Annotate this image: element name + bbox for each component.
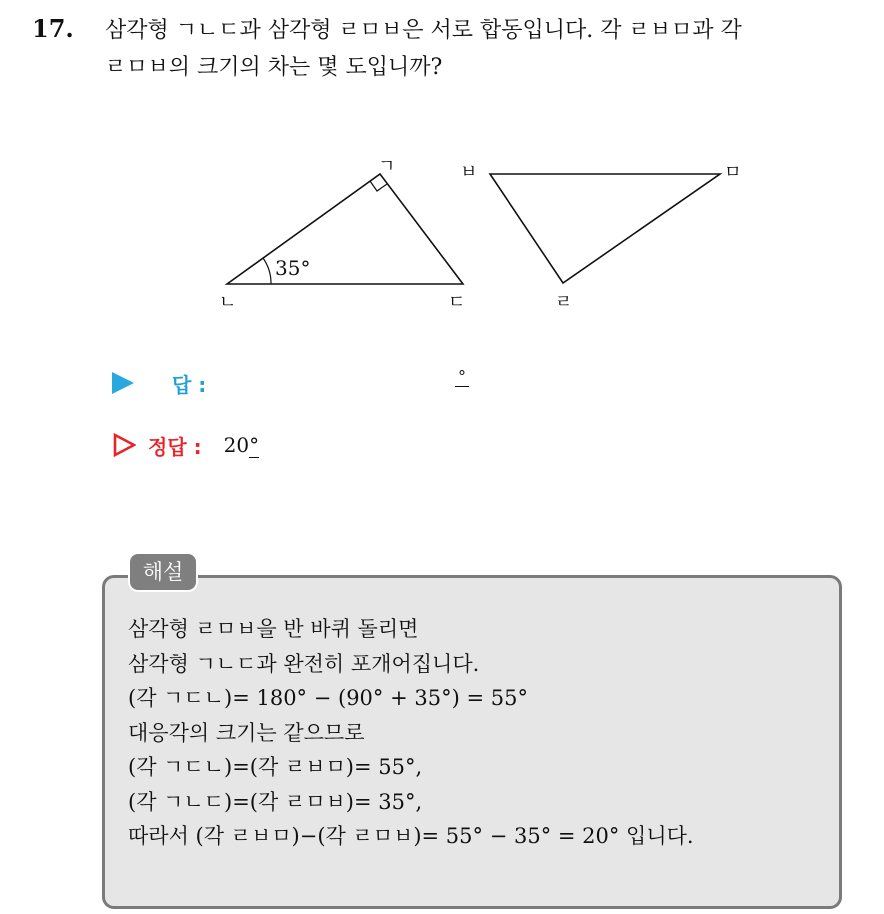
vertex-label-top-right: ㅁ — [724, 162, 742, 183]
question-number: 17. — [32, 14, 74, 43]
correct-answer-value — [224, 433, 259, 457]
play-triangle-icon — [112, 372, 134, 394]
correct-answer-number: 20 — [223, 433, 250, 457]
explanation-line: 따라서 (각 ㄹㅂㅁ)−(각 ㄹㅁㅂ)= 55° − 35° = 20° 입니다. — [128, 824, 694, 848]
explanation-line: (각 ㄱㄷㄴ)= 180° − (90° + 35°) = 55° — [128, 686, 528, 710]
explanation-line: (각 ㄱㄴㄷ)=(각 ㄹㅁㅂ)= 35°, — [128, 789, 423, 814]
explanation-line: 삼각형 ㄱㄴㄷ과 완전히 포개어집니다. — [128, 651, 480, 676]
correct-answer-row — [112, 428, 259, 462]
vertex-label-left: ㄴ — [219, 292, 237, 313]
question — [30, 12, 870, 86]
vertex-label-top: ㄱ — [378, 156, 396, 177]
vertex-label-right: ㄷ — [448, 292, 466, 313]
answer-row — [112, 366, 206, 400]
triangle-figure — [205, 150, 765, 320]
angle-35-label: 35° — [275, 256, 311, 280]
explanation-tab: 해설 — [128, 552, 198, 592]
triangle-abc — [227, 174, 463, 284]
angle-arc — [263, 258, 271, 284]
question-text — [105, 12, 870, 86]
explanation-line: 삼각형 ㄹㅁㅂ을 반 바퀴 돌리면 — [128, 617, 419, 641]
answer-blank[interactable]: ° — [455, 368, 469, 387]
explanation-line: (각 ㄱㄷㄴ)=(각 ㄹㅂㅁ)= 55°, — [128, 755, 423, 779]
answer-label: 답 : — [172, 372, 207, 397]
triangle-diagram — [205, 150, 765, 320]
question-line-1: 삼각형 ㄱㄴㄷ과 삼각형 ㄹㅁㅂ은 서로 합동입니다. 각 ㄹㅂㅁ과 각 — [105, 18, 742, 43]
correct-answer-unit: ° — [249, 433, 260, 457]
outline-triangle-icon — [112, 433, 136, 457]
correct-answer-label: 정답 : — [148, 434, 202, 459]
vertex-label-top-left: ㅂ — [460, 162, 478, 183]
question-line-2: ㄹㅁㅂ의 크기의 차는 몇 도입니까? — [105, 55, 443, 80]
right-angle-mark — [370, 181, 387, 191]
triangle-def — [490, 174, 720, 283]
explanation-line: 대응각의 크기는 같으므로 — [128, 720, 365, 745]
vertex-label-bottom: ㄹ — [555, 292, 573, 313]
explanation-text — [128, 612, 694, 854]
